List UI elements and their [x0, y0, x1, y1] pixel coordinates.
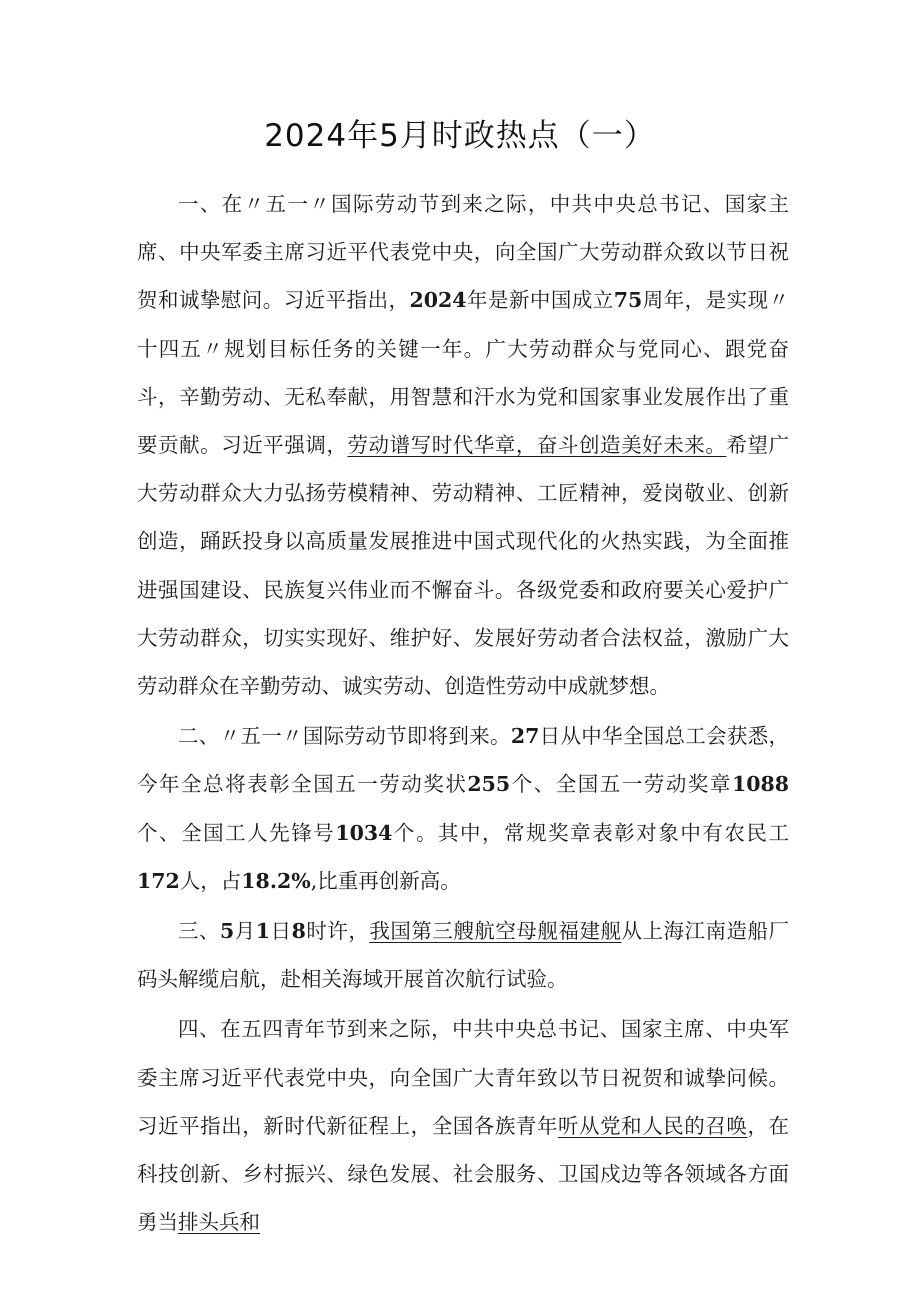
number-text: 1034 [335, 820, 393, 845]
number-text: 1 [255, 919, 271, 944]
number-text: 2024 [409, 288, 467, 313]
paragraph-p3 [137, 907, 789, 1003]
text-run: 日 [270, 919, 292, 944]
underlined-phrase: 听从党和人民的召唤 [558, 1113, 748, 1138]
paragraph-p1 [137, 180, 789, 710]
text-run: 从上海江南造船厂码头解缆启航，赴相关海域开展首次航行试验。 [137, 919, 790, 992]
document-title: 2024年5月时政热点（一） [264, 118, 656, 154]
number-text: 8 [291, 919, 306, 944]
number-text: 1088 [731, 772, 790, 797]
text-run: 月 [234, 919, 256, 944]
number-text: 75 [613, 288, 643, 313]
number-text: 255 [467, 772, 511, 797]
text-run: 四、在五四青年节到来之际，中共中央总书记、国家主席、中央军委主席习近平代表党中央，向全国广大青年致以节日祝贺和诚挚问候。习近平指出，新时代新征程上，全国各族青年 [137, 1017, 789, 1138]
text-run: 希望广大劳动群众大力弘扬劳模精神、劳动精神、工匠精神，爱岗敬业、创新创造，踊跃投身以高质量发展推进中国式现代化的火热实践，为全面推进强国建设、民族复兴伟业而不懈奋斗。各级党委和政府要关心爱护广大劳动群众，切实实现好、维护好、发展好劳动者合法权益，激励广大劳动群众在辛勤劳动、诚实劳动、创造性劳动中成就梦想。 [137, 433, 790, 699]
text-run: 时许， [305, 919, 370, 944]
number-text: 27 [510, 724, 540, 749]
paragraph-p4 [137, 1005, 789, 1246]
text-run: 二、〃五一〃国际劳动节即将到来。 [178, 724, 511, 749]
underlined-phrase: 我国第三艘航空母舰福建舰 [369, 919, 622, 944]
underlined-phrase: 排头兵和 [178, 1210, 260, 1235]
number-text: 5 [220, 919, 235, 944]
text-run: ,比重再创新高。 [310, 868, 461, 893]
text-run: 个、全国五一劳动奖章 [510, 772, 732, 797]
text-run: 人，占 [179, 868, 242, 893]
text-run: 个、全国工人先锋号 [137, 820, 336, 845]
text-run: 周年，是实现〃十四五〃规划目标任务的关键一年。广大劳动群众与党同心、跟党奋斗，辛勤劳动、无私奉献，用智慧和汗水为党和国家事业发展作出了重要贡献。习近平强调， [137, 288, 790, 458]
text-run: 日从中华全国总工会获悉，今年全总将表彰全国五一劳动奖状 [137, 724, 790, 797]
text-run: 一、在〃五一〃国际劳动节到来之际，中共中央总书记、国家主席、中央军委主席习近平代表党中央，向全国广大劳动群众致以节日祝贺和诚挚慰问。习近平指出， [137, 192, 789, 313]
text-run: 年是新中国成立 [466, 288, 614, 313]
text-run: 个。其中，常规奖章表彰对象中有农民工 [392, 820, 789, 845]
number-text: 18.2% [241, 868, 311, 893]
text-run: ，在科技创新、乡村振兴、绿色发展、社会服务、卫国戍边等各领域各方面勇当 [137, 1113, 790, 1235]
document-body [137, 180, 789, 1246]
paragraph-p2 [137, 712, 789, 905]
text-run: 三、 [178, 919, 221, 944]
number-text: 172 [137, 868, 180, 893]
underlined-phrase: 劳动谱写时代华章，奋斗创造美好未来。 [347, 433, 727, 458]
